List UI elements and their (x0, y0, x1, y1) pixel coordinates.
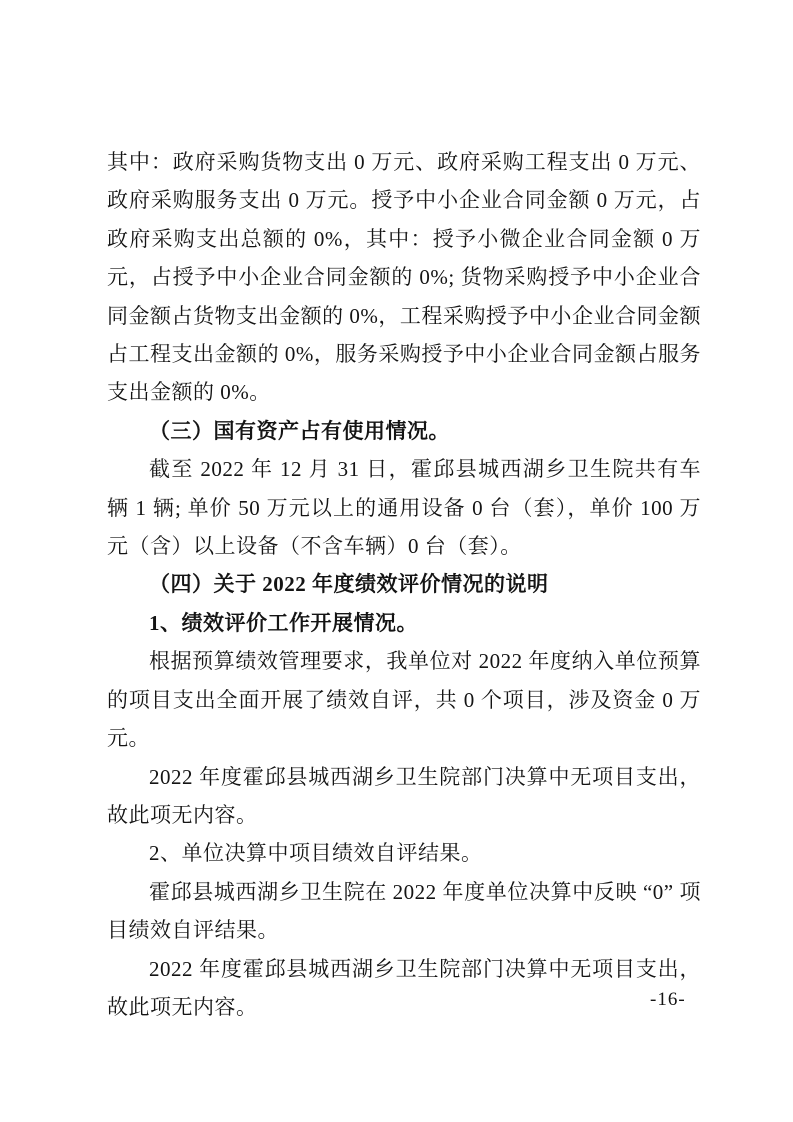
body-paragraph-self-evaluation: 根据预算绩效管理要求，我单位对 2022 年度纳入单位预算的项目支出全面开展了绩效自评，共 0 个项目，涉及资金 0 万元。 (107, 649, 701, 751)
body-paragraph-no-project-2: 2022 年度霍邱县城西湖乡卫生院部门决算中无项目支出，故此项无内容。 (107, 956, 701, 1019)
page-number: -16- (650, 989, 686, 1010)
document-body (107, 143, 701, 1026)
section-heading-state-assets: （三）国有资产占有使用情况。 (149, 418, 450, 443)
section-heading-performance-evaluation: （四）关于 2022 年度绩效评价情况的说明 (149, 572, 549, 597)
subsection-paragraph-evaluation-results: 2、单位决算中项目绩效自评结果。 (149, 841, 483, 866)
body-paragraph-assets: 截至 2022 年 12 月 31 日，霍邱县城西湖乡卫生院共有车辆 1 辆; 单价 50 万元以上的通用设备 0 台（套），单价 100 万元（含）以上设备（不含车辆）0 台（套）。 (107, 457, 701, 559)
body-paragraph-no-project-1: 2022 年度霍邱县城西湖乡卫生院部门决算中无项目支出，故此项无内容。 (107, 764, 701, 827)
body-paragraph-procurement: 其中：政府采购货物支出 0 万元、政府采购工程支出 0 万元、政府采购服务支出 0 万元。授予中小企业合同金额 0 万元，占政府采购支出总额的 0%，其中：授予小微企业合同金额 0 万元，占授予中小企业合同金额的 0%; 货物采购授予中小企业合同金额占货物支出金额的 0%，工程采购授予中小企业合同金额占工程支出金额的 0%，服务采购授予中小企业合同金额占服务支出金额的 0%。 (107, 150, 701, 405)
subsection-heading-evaluation-work: 1、绩效评价工作开展情况。 (149, 610, 418, 635)
body-paragraph-zero-projects: 霍邱县城西湖乡卫生院在 2022 年度单位决算中反映 “0” 项目绩效自评结果。 (107, 879, 701, 943)
